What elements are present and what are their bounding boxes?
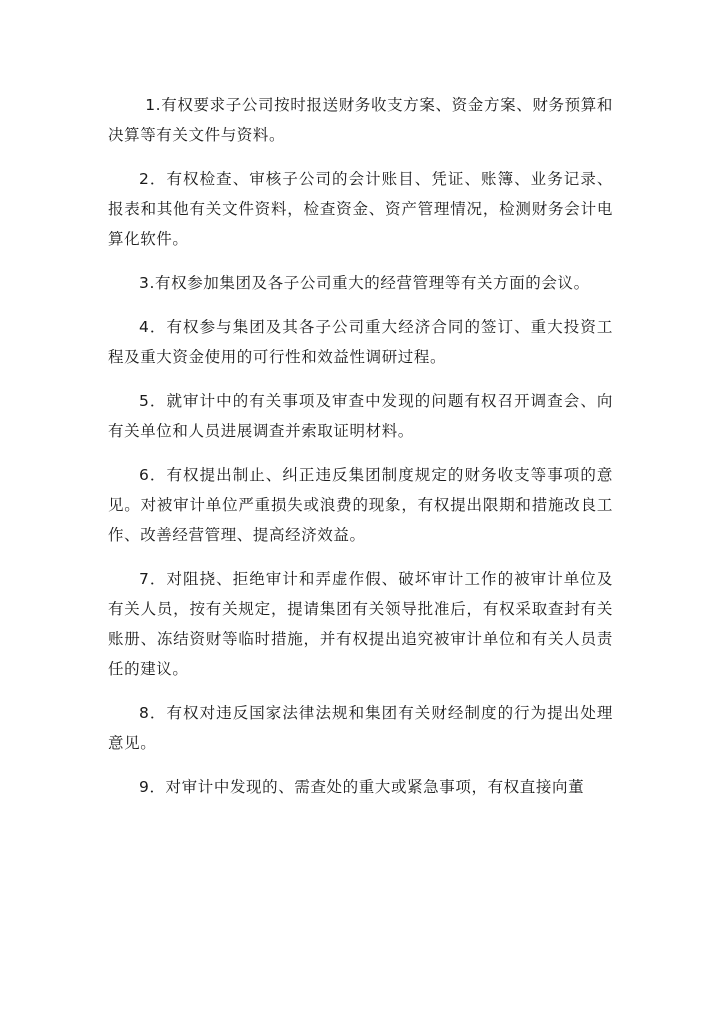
paragraph-2: 2．有权检查、审核子公司的会计账目、凭证、账簿、业务记录、报表和其他有关文件资料，检查资金、资产管理情况，检测财务会计电算化软件。 <box>108 170 613 248</box>
paragraph-3: 3.有权参加集团及各子公司重大的经营管理等有关方面的会议。 <box>139 274 590 292</box>
paragraph-6: 6．有权提出制止、纠正违反集团制度规定的财务收支等事项的意见。对被审计单位严重损失或浪费的现象，有权提出限期和措施改良工作、改善经营管理、提高经济效益。 <box>108 466 613 544</box>
paragraph-7: 7．对阻挠、拒绝审计和弄虚作假、破坏审计工作的被审计单位及有关人员，按有关规定，提请集团有关领导批准后，有权采取查封有关账册、冻结资财等临时措施，并有权提出追究被审计单位和有关人员责任的建议。 <box>108 570 613 678</box>
paragraph-8: 8．有权对违反国家法律法规和集团有关财经制度的行为提出处理意见。 <box>108 704 613 752</box>
paragraph-1: 1.有权要求子公司按时报送财务收支方案、资金方案、财务预算和决算等有关文件与资料。 <box>108 96 613 144</box>
document-body <box>108 90 613 816</box>
paragraph-9: 9．对审计中发现的、需查处的重大或紧急事项，有权直接向董 <box>139 778 585 796</box>
paragraph-5: 5．就审计中的有关事项及审查中发现的问题有权召开调查会、向有关单位和人员进展调查并索取证明材料。 <box>108 392 613 440</box>
paragraph-4: 4．有权参与集团及其各子公司重大经济合同的签订、重大投资工程及重大资金使用的可行性和效益性调研过程。 <box>108 318 613 366</box>
